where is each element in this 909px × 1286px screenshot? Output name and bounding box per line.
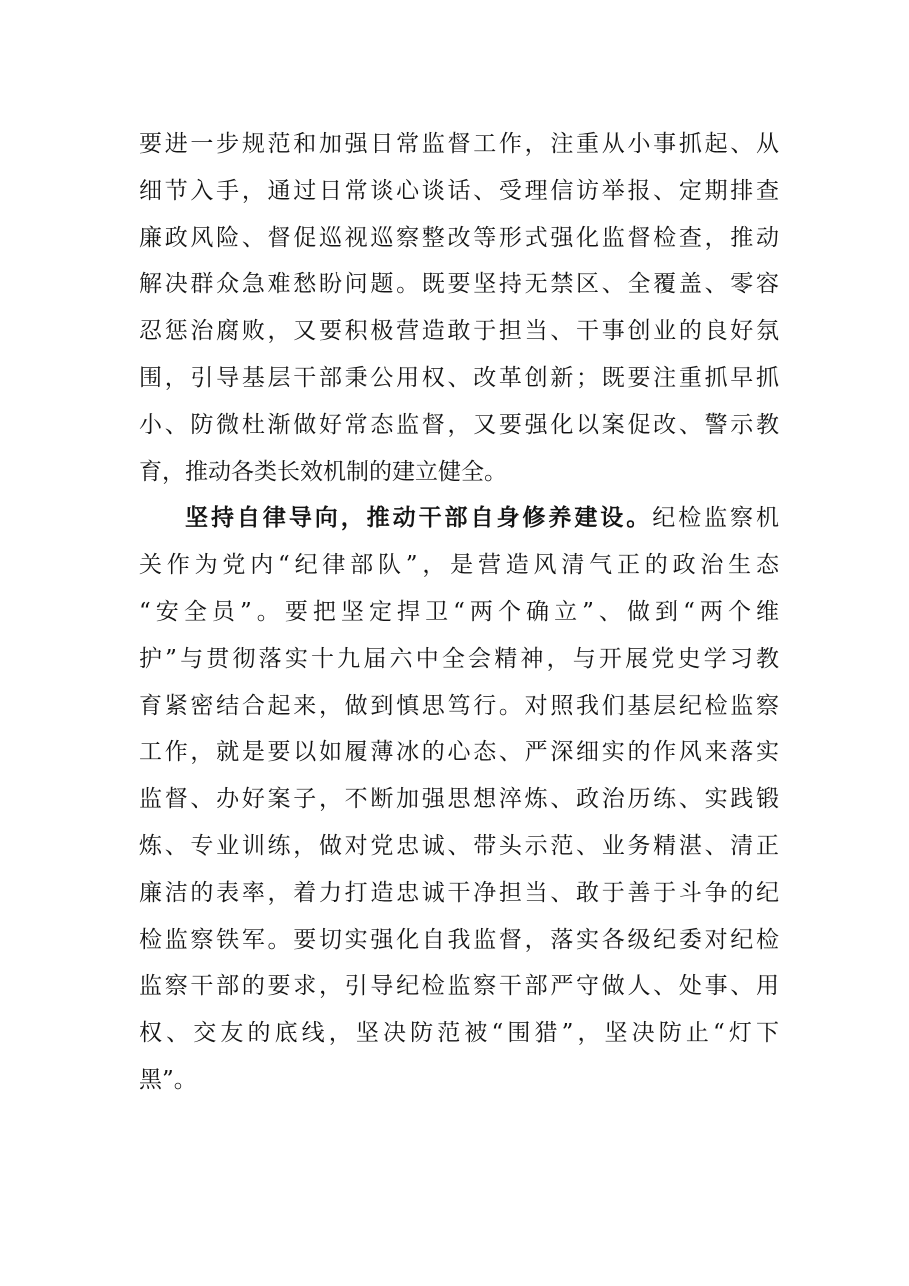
text-line: 解决群众急难愁盼问题。既要坚持无禁区、全覆盖、零容 [139,271,779,298]
text-run: 纪检监察机 [652,505,780,532]
text-line: 黑”。 [139,1066,197,1093]
text-line: 护”与贯彻落实十九届六中全会精神，与开展党史学习教 [139,645,779,672]
text-line: 廉政风险、督促巡视巡察整改等形式强化监督检查，推动 [139,224,779,251]
text-line: 关作为党内“纪律部队”，是营造风清气正的政治生态 [139,552,779,579]
text-line: 要进一步规范和加强日常监督工作，注重从小事抓起、从 [139,131,779,157]
paragraph-2 [139,495,779,1103]
paragraph-heading: 坚持自律导向，推动干部自身修养建设。 [185,505,653,532]
text-line: 炼、专业训练，做对党忠诚、带头示范、业务精湛、清正 [139,832,779,859]
text-line: 小、防微杜渐做好常态监督，又要强化以案促改、警示教 [139,411,779,438]
text-line: 育，推动各类长效机制的建立健全。 [139,458,507,485]
text-line: 育紧密结合起来，做到慎思笃行。对照我们基层纪检监察 [139,692,779,719]
text-line: 细节入手，通过日常谈心谈话、受理信访举报、定期排查 [139,177,779,204]
text-line: 监督、办好案子，不断加强思想淬炼、政治历练、实践锻 [139,786,779,813]
document-body [139,121,779,1104]
text-line: 工作，就是要以如履薄冰的心态、严深细实的作风来落实 [139,739,779,766]
text-line: 围，引导基层干部秉公用权、改革创新；既要注重抓早抓 [139,364,779,391]
text-line: 检监察铁军。要切实强化自我监督，落实各级纪委对纪检 [139,926,779,953]
text-line: 权、交友的底线，坚决防范被“围猎”，坚决防止“灯下 [139,1020,779,1047]
text-line: 忍惩治腐败，又要积极营造敢于担当、干事创业的良好氛 [139,318,779,345]
paragraph-first-line [139,495,779,542]
text-line: 监察干部的要求，引导纪检监察干部严守做人、处事、用 [139,973,779,1000]
paragraph-1 [139,121,779,495]
text-line: “安全员”。要把坚定捍卫“两个确立”、做到“两个维 [139,598,779,625]
text-line: 廉洁的表率，着力打造忠诚干净担当、敢于善于斗争的纪 [139,879,779,906]
